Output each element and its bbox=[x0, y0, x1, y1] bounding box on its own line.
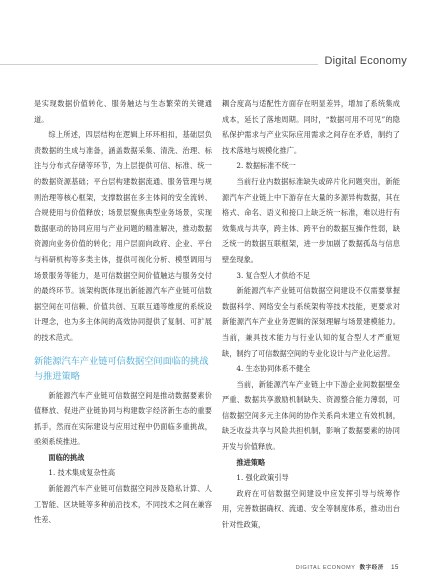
subheading-strategies: 推进策略 bbox=[236, 457, 266, 467]
paragraph: 耦合度高与适配性方面存在明显差异，增加了系统集成成本，延长了落地周期。同时，“数据可用不可见”的隐私保护需求与产业实际应用需求之间存在矛盾，制约了技术落地与规模化推广。 bbox=[222, 99, 400, 155]
section-name: Digital Economy bbox=[324, 55, 407, 67]
challenge-title: 2. 数据标准不统一 bbox=[236, 161, 296, 171]
footer-brand: DIGITAL ECONOMY bbox=[295, 565, 356, 571]
challenge-title: 1. 技术集成复杂性高 bbox=[48, 468, 116, 478]
section-heading: 新能源汽车产业链可信数据空间面临的挑战与推进策略 bbox=[34, 355, 209, 381]
page-number: 15 bbox=[391, 565, 399, 571]
paragraph: 当前行业内数据标准缺失或碎片化问题突出，新能源汽车产业链上中下游存在大量的多源异构数据，其在格式、命名、语义和接口上缺乏统一标准，难以进行有效集成与共享，跨主体、跨平台的数据互操作性弱，缺乏统一的数据互联框架，进一步加剧了数据孤岛与信息壁垒现象。 bbox=[222, 176, 400, 264]
paragraph: 综上所述，四层结构在逻辑上环环相扣，基础层负责数据的生成与准备，涵盖数据采集、清洗、治理、标注与分布式存储等环节，为上层提供可信、标准、统一的数据资源基础；平台层构建数据流通、服务管理与规则治理等核心框架，支撑数据在多主体间的安全流转、合规使用与价值释放；场景层聚焦典型业务场景，实现数据驱动的协同应用与产业问题的精准解决，推动数据资源向业务价值的转化；用户层面向政府、企业、平台与科研机构等多类主体，提供可视化分析、模型调用与场景服务等能力，是可信数据空间价值触达与服务交付的最终环节。该架构既体现出新能源汽车产业链可信数据空间在可信赖、价值共创、互联互通等维度的系统设计理念，也为多主体间的高效协同提供了复制、可扩展的技术范式。 bbox=[34, 130, 212, 342]
challenge-title: 4. 生态协同体系不健全 bbox=[236, 364, 311, 374]
left-column bbox=[34, 96, 212, 528]
right-column bbox=[222, 96, 400, 533]
paragraph: 新能源汽车产业链可信数据空间是推动数据要素价值释放、促进产业链协同与构建数字经济新生态的重要抓手，然而在实际建设与应用过程中仍面临多重挑战，亟须系统推进。 bbox=[34, 390, 212, 447]
page-footer bbox=[296, 563, 399, 571]
footer-zh-title: 数字经济 bbox=[359, 565, 384, 571]
paragraph: 当前，新能源汽车产业链上中下游企业间数据壁垒严重、数据共享激励机制缺失、资源整合能力薄弱，可信数据空间多元主体间的协作关系尚未建立有效机制，缺乏收益共享与风险共担机制，影响了数据要素的协同开发与价值释放。 bbox=[222, 379, 400, 452]
paragraph: 新能源汽车产业链可信数据空间涉及隐私计算、人工智能、区块链等多种前沿技术，不同技术之间在兼容性差、 bbox=[34, 484, 212, 525]
strategy-title: 1. 强化政策引导 bbox=[236, 473, 289, 483]
header-rule bbox=[0, 64, 318, 65]
paragraph: 政府在可信数据空间建设中应发挥引导与统筹作用，完善数据确权、流通、安全等制度体系，推动出台针对性政策， bbox=[222, 488, 400, 530]
paragraph: 是实现数据价值转化、服务触达与生态繁荣的关键通道。 bbox=[34, 99, 212, 124]
challenge-title: 3. 复合型人才供给不足 bbox=[236, 270, 311, 280]
subheading-challenges: 面临的挑战 bbox=[48, 452, 85, 462]
paragraph: 新能源汽车产业链可信数据空间建设不仅需要掌握数据科学、网络安全与系统架构等技术技能，更要求对新能源汽车产业业务逻辑的深刻理解与场景建模能力。当前，兼具技术能力与行业认知的复合型人才严重短缺，制约了可信数据空间的专业化设计与产业化运营。 bbox=[222, 286, 400, 358]
